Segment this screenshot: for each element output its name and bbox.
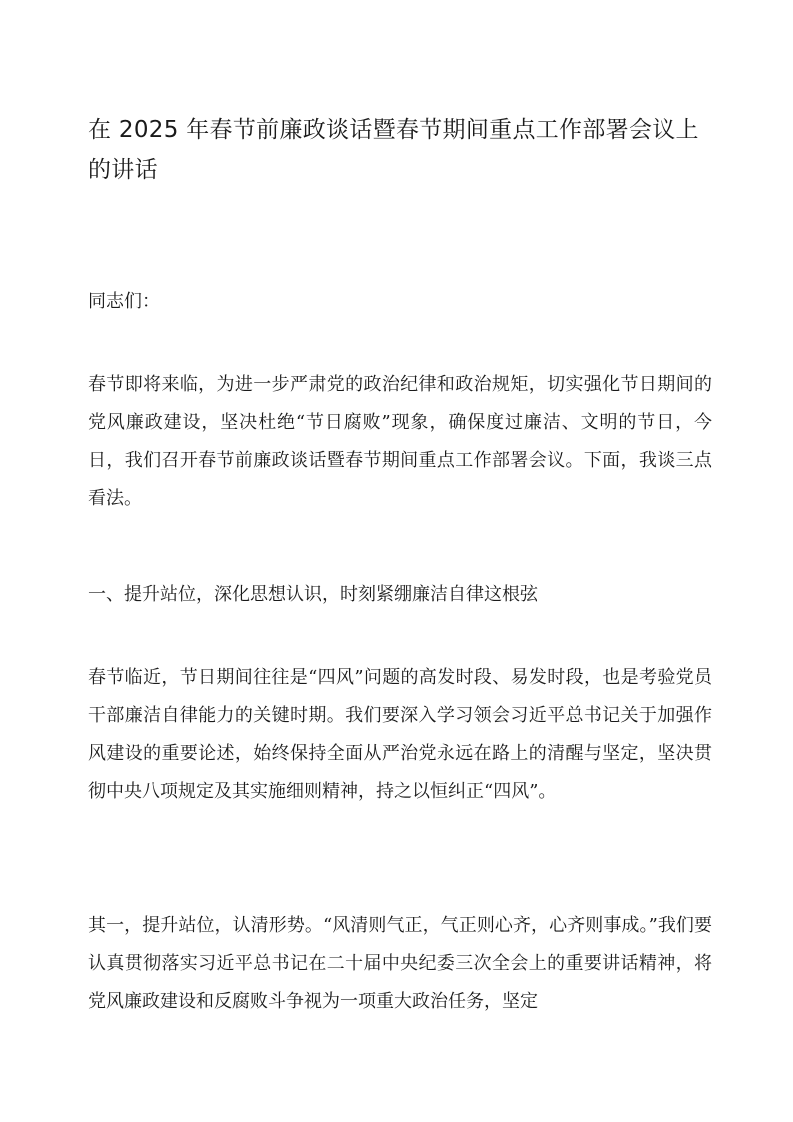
document-title: 在 2025 年春节前廉政谈话暨春节期间重点工作部署会议上的讲话 — [88, 117, 699, 183]
section-heading-1: 一、提升站位，深化思想认识，时刻紧绷廉洁自律这根弦 — [88, 584, 538, 605]
salutation: 同志们： — [88, 291, 160, 312]
paragraph-section-1: 春节临近，节日期间往往是“四风”问题的高发时段、易发时段，也是考验党员干部廉洁自律能力的关键时期。我们要深入学习领会习近平总书记关于加强作风建设的重要论述，始终保持全面从严治党永远在路上的清醒与坚定，坚决贯彻中央八项规定及其实施细则精神，持之以恒纠正“四风”。 — [88, 667, 712, 802]
paragraph-point-1: 其一，提升站位，认清形势。“风清则气正，气正则心齐，心齐则事成。”我们要认真贯彻落实习近平总书记在二十届中央纪委三次全会上的重要讲话精神，将党风廉政建设和反腐败斗争视为一项重大政治任务，坚定 — [88, 915, 712, 1012]
paragraph-intro: 春节即将来临，为进一步严肃党的政治纪律和政治规矩，切实强化节日期间的党风廉政建设，坚决杜绝“节日腐败”现象，确保度过廉洁、文明的节日，今日，我们召开春节前廉政谈话暨春节期间重点工作部署会议。下面，我谈三点看法。 — [88, 374, 712, 509]
